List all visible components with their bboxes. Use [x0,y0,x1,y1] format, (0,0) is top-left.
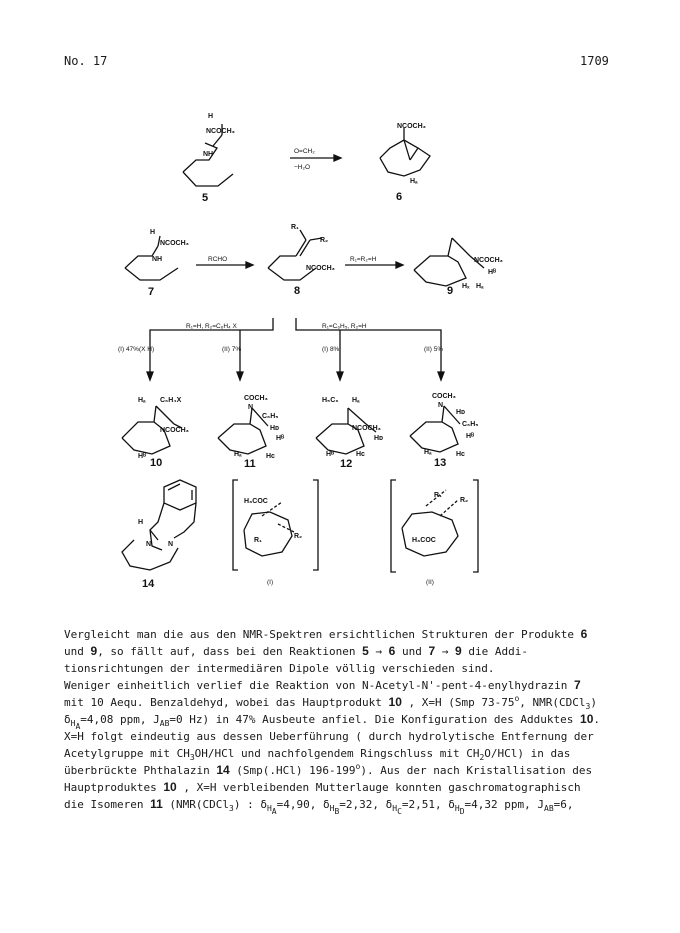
ha-label: Hₐ [476,283,484,290]
yield-10: (I) 47%(X H) [118,346,155,353]
right-branch-condition: R₁=C₆H₅, R₂=H [322,323,367,330]
compound-12 [316,397,383,470]
r1-label: R₁ [254,537,262,544]
text-line: mit 10 Aequ. Benzaldehyd, wobei das Hauptprodukt 10 , X=H (Smp 73-75$^o$, NMR(CDCl$_3$) [64,694,597,711]
n-label: N [168,541,174,548]
n-label: N [146,541,152,548]
reaction-arrow-1 [290,148,341,171]
ts-label-1: (I) [267,579,274,586]
ha-label: Hₐ [234,451,242,458]
h-label: H [150,229,156,236]
ha-label: Hₐ [424,449,432,456]
text-line: die Isomeren 11 (NMR(CDCl$_3$) : $\delta_{H_A}=4,90$, $\delta_{H_B}=2,32$, $\delta_{H_C}=2,51$, $\delta_{H_D}=4,32$ ppm, $J_{AB}=6$, [64,797,574,816]
reagent-aldehyde: RCHO [208,256,228,263]
compound-label-7: 7 [148,286,155,298]
coch3-label: COCH₃ [244,395,268,402]
hb-label: Hᴮ [466,433,475,440]
text-line: tionsrichtungen der intermediären Dipole völlig verschieden sind. [64,662,495,675]
hb-label: Hᴮ [488,269,497,276]
branch-tree [118,318,444,380]
hd-label: Hᴅ [270,425,280,432]
hd-label: Hᴅ [374,435,384,442]
reaction-arrow-2 [196,256,253,268]
compound-label-12: 12 [340,458,353,470]
compound-6 [380,123,430,203]
h-label: H [138,519,144,526]
compound-label-5: 5 [202,192,209,204]
text-line: Weniger einheitlich verlief die Reaktion von N-Acetyl-N'-pent-4-enylhydrazin 7 [64,678,581,692]
ncoch3-label: NCOCH₃ [397,123,426,130]
compound-9 [414,238,503,297]
byproduct-water: −H₂O [294,164,311,171]
hb-label: Hᴮ [138,453,147,460]
n-label: N [438,402,444,409]
h-label: H [208,113,214,120]
coch3-label: COCH₃ [432,393,456,400]
r2-label: R₂ [294,533,303,540]
transition-state-1 [233,480,318,586]
c6h5-label: C₆H₅ [262,413,279,420]
r2-label: R₂ [460,497,469,504]
compound-label-13: 13 [434,457,447,469]
hb-label: Hᴮ [326,451,335,458]
ncoch3-label: NCOCH₃ [160,240,189,247]
text-line: X=H folgt eindeutig aus dessen Ueberführung ( durch hydrolytische Entfernung der [64,730,594,743]
nh-label: NH [152,256,163,263]
hc-label: Hc [456,451,465,458]
h3coc-label: H₃COC [412,537,436,544]
ha-label: Hₐ [138,397,146,404]
reaction-arrow-3 [345,256,403,268]
compound-13 [410,393,479,469]
left-branch-condition: R₁=H, R₂=C₆H₄ X [186,323,237,330]
compound-5 [183,113,235,204]
h3coc-label: H₃COC [244,498,268,505]
text-line: Hauptproduktes 10 , X=H verbleibenden Mutterlauge konnten gaschromatographisch [64,780,581,794]
h5c6-label: H₅C₆ [322,397,339,404]
journal-issue: No. 17 [64,54,108,68]
yield-13: (II) 5% [424,346,444,353]
text-line: $\delta_{H_A}=4,08$ ppm, $J_{AB}=0$ Hz) in 47% Ausbeute anfiel. Die Konfiguration des Adduktes 10. [64,712,600,731]
compound-8 [268,224,335,297]
hx-label: Hₓ [462,283,470,290]
r1-label: R₁ [434,492,442,499]
ncoch3-label: NCOCH₃ [206,128,235,135]
compound-10 [122,397,189,469]
ts-label-2: (II) [426,579,434,586]
c6h5-label: C₆H₅ [462,421,479,428]
hc-label: Hc [266,453,275,460]
ncoch3-label: NCOCH₃ [352,425,381,432]
hb-label: Hᴮ [276,435,285,442]
text-line: und 9, so fällt auf, dass bei den Reaktionen 5 → 6 und 7 → 9 die Addi- [64,644,528,658]
ncoch3-label: NCOCH₃ [474,257,503,264]
reagent-r1-r2-h: R₁=R₂=H [350,256,377,263]
r2-label: R₂ [320,237,329,244]
nh-label: NH [203,151,214,158]
r1-label: R₁ [291,224,299,231]
yield-11: (II) 7% [222,346,242,353]
compound-label-9: 9 [447,285,454,297]
compound-label-10: 10 [150,457,163,469]
ncoch3-label: NCOCH₃ [160,427,189,434]
compound-label-8: 8 [294,285,301,297]
c6h4x-label: C₆H₄X [160,397,182,404]
text-line: überbrückte Phthalazin 14 (Smp(.HCl) 196-199$^o$). Aus der nach Kristallisation des [64,762,593,777]
ha-label: Hₐ [352,397,360,404]
compound-label-11: 11 [244,458,256,470]
transition-state-2 [391,480,478,586]
text-line: Acetylgruppe mit $CH_3OH$/HCl und nachfolgendem Ringschluss mit $CH_2O/HCl$) in das [64,747,571,762]
compound-label-14: 14 [142,578,155,590]
ncoch3-label: NCOCH₃ [306,265,335,272]
reagent-formaldehyde: O=CH₂ [294,148,315,155]
compound-label-6: 6 [396,191,403,203]
hc-label: Hc [356,451,365,458]
yield-12: (I) 8% [322,346,340,353]
body-paragraph [64,626,620,816]
compound-14 [122,480,196,590]
ha-label: Hₐ [410,178,418,185]
n-label: N [248,404,254,411]
text-line: Vergleicht man die aus den NMR-Spektren ersichtlichen Strukturen der Produkte 6 [64,627,588,641]
hd-label: Hᴅ [456,409,466,416]
compound-11 [218,395,285,470]
compound-7 [125,229,189,298]
page-number: 1709 [580,54,609,68]
